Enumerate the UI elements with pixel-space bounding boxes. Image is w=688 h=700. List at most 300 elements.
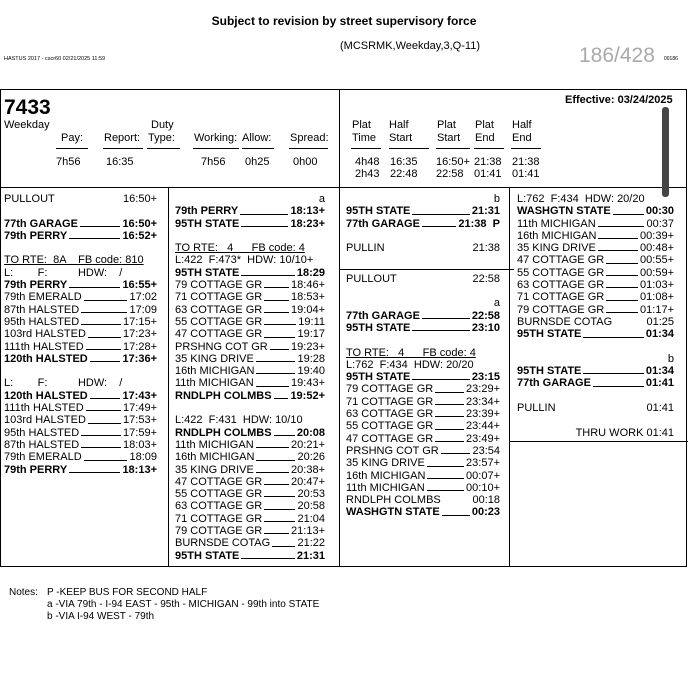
timepoint-row (4, 451, 157, 463)
working-label: Working: (194, 132, 238, 144)
timepoint-time: 01:34 (645, 365, 674, 378)
timepoint-row (175, 427, 325, 439)
half-end-2: 01:41 (512, 168, 540, 180)
timepoint-name: 77th GARAGE (346, 217, 420, 230)
blank-line (175, 230, 325, 242)
leader-line (606, 279, 638, 288)
notes-label: Notes: (9, 587, 38, 598)
col-divider-2 (339, 187, 340, 567)
timepoint-name: 47 COTTAGE GR (175, 328, 263, 341)
leader-line (84, 291, 128, 300)
plat-start-2: 22:58 (436, 168, 464, 180)
leader-line (241, 267, 294, 276)
timepoint-time: 23:44+ (466, 420, 500, 433)
leader-line (606, 267, 638, 276)
timepoint-time: 18:53+ (291, 291, 325, 304)
leader-line (387, 242, 471, 251)
timepoint-time: 19:28 (297, 352, 325, 365)
timepoint-row (346, 506, 500, 518)
timepoint-time: 21:38 P (458, 217, 500, 230)
leader-line (412, 205, 469, 214)
leader-line (81, 304, 127, 313)
timepoint-row (4, 193, 157, 205)
timepoint-row (517, 230, 674, 242)
blank-line (517, 341, 674, 353)
timepoint-row (175, 464, 325, 476)
timepoint-name: 111th HALSTED (4, 402, 84, 415)
timepoint-name: 79th EMERALD (4, 291, 82, 304)
timepoint-row (4, 464, 157, 476)
timepoint-row (4, 439, 157, 451)
timepoint-time: 19:17 (297, 328, 325, 341)
timepoint-name: RNDLPH COLMBS (346, 494, 441, 507)
timepoint-name: 63 COTTAGE GR (175, 500, 263, 513)
timepoint-row (346, 482, 500, 494)
leader-line (558, 402, 645, 411)
leader-line (264, 279, 289, 288)
timepoint-time: 21:13+ (291, 525, 325, 538)
duty-label-1: Duty (151, 119, 174, 131)
timepoint-time: 17:59+ (123, 426, 157, 439)
timepoint-time: 23:39+ (466, 408, 500, 421)
leader-line (606, 304, 638, 313)
leader-line (264, 304, 289, 313)
header-divider (339, 89, 340, 188)
timepoint-name: 87th HALSTED (4, 303, 80, 316)
timepoint-time: 16:52+ (122, 229, 157, 242)
timepoint-time: 01:17+ (640, 303, 674, 316)
blank-line (517, 390, 674, 402)
leader-line (399, 273, 471, 282)
schedule-column-3 (346, 193, 500, 519)
timepoint-row (517, 365, 674, 377)
blank-line (175, 402, 325, 414)
timepoint-name: 95th HALSTED (4, 315, 80, 328)
leader-line (274, 427, 295, 436)
timepoint-name: 16th MICHIGAN (346, 469, 426, 482)
timepoint-time: 18:03+ (123, 438, 157, 451)
leader-line (427, 482, 464, 491)
route-header: TO RTE: 4 FB code: 4 (175, 242, 305, 255)
timepoint-row (4, 427, 157, 439)
route-header: TO RTE: 4 FB code: 4 (346, 346, 476, 359)
timepoint-time: 20:53 (297, 488, 325, 501)
timepoint-name: 11th MICHIGAN (175, 377, 254, 390)
leader-line (606, 254, 638, 263)
timepoint-name: 16th MICHIGAN (175, 365, 255, 378)
spread-value: 0h00 (293, 156, 318, 168)
plat-time-label-2: Time (352, 132, 377, 144)
timepoint-time: 00:18 (472, 494, 500, 507)
leader-line (86, 341, 121, 350)
timepoint-row (175, 341, 325, 353)
leader-line (441, 445, 471, 454)
leader-line (435, 408, 464, 417)
timepoint-time: 19:04+ (291, 303, 325, 316)
timepoint-row (517, 267, 674, 279)
timepoint-row (346, 371, 500, 383)
timepoint-name: RNDLPH COLMBS (175, 389, 272, 402)
leader-line (241, 218, 288, 227)
leader-line (256, 451, 295, 460)
trip-marker: b (667, 352, 674, 365)
timepoint-name: 79 COTTAGE GR (175, 525, 263, 538)
timepoint-name: 95TH STATE (346, 371, 411, 384)
scrollbar-thumb[interactable] (662, 107, 669, 197)
leader-line (256, 439, 289, 448)
leader-line (86, 402, 121, 411)
leader-line (264, 316, 296, 325)
col-divider-3 (509, 187, 510, 567)
leader-line (422, 310, 470, 319)
timepoint-row (517, 304, 674, 316)
trip-marker: THRU WORK 01:41 (575, 426, 674, 439)
timepoint-time: 21:31 (471, 205, 500, 218)
timepoint-time: 19:11 (298, 315, 325, 328)
timepoint-row (175, 390, 325, 402)
report-value: 16:35 (106, 156, 134, 168)
trip-marker: b (493, 193, 500, 205)
timepoint-name: 79th PERRY (4, 229, 68, 242)
leader-line (256, 353, 296, 362)
leader-line (80, 218, 120, 227)
timepoint-time: 00:07+ (466, 469, 500, 482)
timepoint-row (517, 205, 674, 217)
timepoint-name: 79 COTTAGE GR (346, 383, 434, 396)
page-number-small: 00186 (664, 56, 678, 62)
timepoint-name: 47 COTTAGE GR (517, 254, 605, 267)
timepoint-row (175, 488, 325, 500)
section-separator (339, 269, 514, 270)
leader-line (256, 365, 295, 374)
leader-line (435, 420, 464, 429)
timepoint-time: 17:49+ (123, 402, 157, 415)
working-underline (193, 148, 239, 149)
leader-line (264, 291, 289, 300)
leader-line (274, 390, 289, 399)
timepoint-row (175, 279, 325, 291)
trip-marker: a (318, 193, 325, 205)
timepoint-row (346, 310, 500, 322)
leader-line (614, 316, 644, 325)
line-info: L:762 F:434 HDW: 20/20 (517, 193, 645, 205)
timepoint-name: 79th PERRY (175, 205, 239, 218)
timepoint-time: 17:43+ (122, 389, 157, 402)
timepoint-row (346, 242, 500, 254)
timepoint-time: 01:34 (645, 328, 674, 341)
timepoint-row (517, 328, 674, 340)
timepoint-name: 87th HALSTED (4, 438, 80, 451)
page-title: Subject to revision by street supervisory force (211, 14, 477, 28)
timepoint-time: 00:37 (646, 217, 674, 230)
half-start-underline (389, 148, 429, 149)
leader-line (57, 193, 121, 202)
route-header: TO RTE: 8A FB code: 810 (4, 254, 144, 267)
timepoint-row (346, 322, 500, 334)
leader-line (81, 439, 121, 448)
timepoint-name: 77th GARAGE (4, 217, 78, 230)
timepoint-name: 55 COTTAGE GR (175, 315, 263, 328)
timepoint-row (517, 279, 674, 291)
timepoint-time: 17:36+ (122, 352, 157, 365)
timepoint-name: 79th PERRY (4, 463, 68, 476)
timepoint-time: 16:55+ (122, 279, 157, 292)
leader-line (69, 230, 120, 239)
timepoint-time: 00:55+ (640, 254, 674, 267)
leader-line (598, 230, 638, 239)
timepoint-name: 16th MICHIGAN (175, 451, 255, 464)
blank-line (346, 230, 500, 242)
half-start-2: 22:48 (390, 168, 418, 180)
timepoint-name: 71 COTTAGE GR (517, 291, 605, 304)
blank-line (517, 414, 674, 426)
report-label: Report: (104, 132, 141, 144)
timepoint-time: 00:59+ (640, 266, 674, 279)
timepoint-time: 00:30 (645, 205, 674, 218)
leader-line (90, 390, 121, 399)
half-start-label-2: Start (389, 132, 413, 144)
timepoint-time: 20:38+ (291, 463, 325, 476)
timepoint-time: 16:50+ (122, 217, 157, 230)
leader-line (598, 242, 638, 251)
timepoint-row (4, 328, 157, 340)
blank-line (4, 365, 157, 377)
plat-start-label-1: Plat (437, 119, 456, 131)
timepoint-name: PRSHNG COT GR (346, 444, 439, 457)
note-b: b -VIA I-94 WEST - 79th (47, 611, 155, 622)
timepoint-row (4, 414, 157, 426)
pay-underline (56, 148, 88, 149)
half-start-label-1: Half (389, 119, 409, 131)
timepoint-name: 47 COTTAGE GR (175, 475, 263, 488)
timepoint-name: WASHGTN STATE (346, 506, 440, 519)
timepoint-time: 01:03+ (640, 279, 674, 292)
timepoint-row (517, 402, 674, 414)
timepoint-name: 63 COTTAGE GR (517, 279, 605, 292)
timepoint-time: 21:22 (297, 537, 325, 550)
leader-line (583, 328, 643, 337)
timepoint-time: 17:02 (129, 291, 157, 304)
leader-line (272, 537, 295, 546)
timepoint-row (4, 279, 157, 291)
effective-date: Effective: 03/24/2025 (565, 94, 673, 106)
timepoint-time: 23:34+ (466, 395, 500, 408)
timepoint-time: 17:53+ (123, 414, 157, 427)
leader-line (88, 414, 121, 423)
half-end-1: 21:38 (512, 156, 540, 168)
leader-line (84, 451, 128, 460)
timepoint-name: 35 KING DRIVE (346, 457, 425, 470)
leader-line (69, 464, 120, 473)
note-p: P -KEEP BUS FOR SECOND HALF (47, 587, 208, 598)
leader-line (240, 205, 288, 214)
timepoint-row (346, 205, 500, 217)
timepoint-time: 20:08 (296, 426, 325, 439)
plat-end-2: 01:41 (474, 168, 502, 180)
timepoint-row (175, 451, 325, 463)
timepoint-name: 47 COTTAGE GR (346, 432, 434, 445)
timepoint-row (4, 390, 157, 402)
timepoint-time: 17:28+ (123, 340, 157, 353)
timepoint-name: PRSHNG COT GR (175, 340, 268, 353)
timepoint-row (4, 341, 157, 353)
blank-line (346, 285, 500, 297)
timepoint-time: 19:43+ (291, 377, 325, 390)
timepoint-row (346, 420, 500, 432)
timepoint-time: 00:10+ (466, 481, 500, 494)
leader-line (606, 291, 638, 300)
leader-line (264, 525, 289, 534)
pay-label: Pay: (61, 132, 84, 144)
plat-time-1: 4h48 (355, 156, 380, 168)
allow-underline (242, 148, 274, 149)
timepoint-time: 22:58 (471, 309, 500, 322)
leader-line (90, 353, 121, 362)
leader-line (427, 470, 464, 479)
timepoint-name: 79th EMERALD (4, 451, 82, 464)
timepoint-row (175, 328, 325, 340)
timepoint-time: 19:23+ (291, 340, 325, 353)
timepoint-row (175, 513, 325, 525)
timepoint-time: 23:15 (471, 371, 500, 384)
timepoint-name: 95TH STATE (175, 266, 240, 279)
timepoint-name: BURNSDE COTAG (175, 537, 271, 550)
timepoint-row (346, 457, 500, 469)
timepoint-row (346, 273, 500, 285)
plat-time-label-1: Plat (352, 119, 371, 131)
timepoint-row (4, 316, 157, 328)
timepoint-time: 01:41 (645, 377, 674, 390)
timepoint-time: 01:41 (646, 402, 674, 415)
blank-line (4, 205, 157, 217)
timepoint-time: 21:04 (297, 512, 325, 525)
timepoint-row (4, 291, 157, 303)
timepoint-time: 01:08+ (640, 291, 674, 304)
leader-line (598, 218, 645, 227)
half-start-1: 16:35 (390, 156, 418, 168)
timepoint-time: 20:47+ (291, 475, 325, 488)
report-underline (103, 148, 143, 149)
leader-line (412, 371, 469, 380)
leader-line (264, 500, 295, 509)
timepoint-name: 35 KING DRIVE (517, 242, 596, 255)
leader-line (88, 328, 121, 337)
timepoint-time: 18:09 (129, 451, 157, 464)
leader-line (435, 396, 464, 405)
timepoint-time: 19:40 (297, 365, 325, 378)
timepoint-name: 95TH STATE (517, 365, 582, 378)
leader-line (442, 506, 470, 515)
timepoint-name: 95TH STATE (517, 328, 582, 341)
timepoint-time: 00:39+ (640, 229, 674, 242)
plat-start-1: 16:50+ (436, 156, 470, 168)
schedule-subtitle: (MCSRMK,Weekday,3,Q-11) (340, 40, 480, 52)
leader-line (264, 476, 289, 485)
plat-end-underline (474, 148, 504, 149)
plat-time-2: 2h43 (355, 168, 380, 180)
timepoint-row (4, 218, 157, 230)
timepoint-row (175, 218, 325, 230)
trip-marker: a (493, 297, 500, 310)
allow-value: 0h25 (245, 156, 270, 168)
timepoint-name: 35 KING DRIVE (175, 463, 254, 476)
timepoint-row (4, 304, 157, 316)
timepoint-time: 18:46+ (291, 279, 325, 292)
timepoint-row (175, 205, 325, 217)
timepoint-name: 71 COTTAGE GR (175, 512, 263, 525)
timepoint-time: 23:54 (472, 444, 500, 457)
half-end-label-2: End (512, 132, 532, 144)
schedule-column-2 (175, 193, 325, 562)
timepoint-name: 55 COTTAGE GR (175, 488, 263, 501)
leader-line (613, 205, 644, 214)
timepoint-row (346, 470, 500, 482)
schedule-column-4 (517, 193, 674, 445)
timepoint-time: 00:48+ (640, 242, 674, 255)
timepoint-row (4, 402, 157, 414)
line-info: L: F: HDW: / (4, 377, 123, 390)
timepoint-name: 79 COTTAGE GR (175, 279, 263, 292)
plat-end-1: 21:38 (474, 156, 502, 168)
line-info: L: F: HDW: / (4, 266, 123, 279)
timepoint-row (346, 218, 500, 230)
timepoint-name: PULLOUT (346, 272, 397, 285)
leader-line (264, 513, 295, 522)
timepoint-name: 35 KING DRIVE (175, 352, 254, 365)
hastus-stamp: HASTUS 2017 - cscr60 02/21/2025 11:59 (4, 56, 106, 62)
timepoint-row (346, 396, 500, 408)
day-type: Weekday (4, 119, 50, 131)
timepoint-row (175, 304, 325, 316)
timepoint-name: 103rd HALSTED (4, 328, 86, 341)
timepoint-time: 18:29 (296, 266, 325, 279)
timepoint-row (175, 500, 325, 512)
leader-line (435, 433, 464, 442)
plat-end-label-1: Plat (475, 119, 494, 131)
timepoint-time: 17:15+ (123, 315, 157, 328)
leader-line (256, 464, 289, 473)
allow-label: Allow: (242, 132, 272, 144)
timepoint-name: 55 COTTAGE GR (517, 266, 605, 279)
timepoint-name: 77th GARAGE (346, 309, 420, 322)
pay-value: 7h56 (56, 156, 81, 168)
duty-label-2: Type: (148, 132, 175, 144)
plat-end-label-2: End (475, 132, 495, 144)
timepoint-name: 95TH STATE (175, 549, 240, 562)
half-end-label-1: Half (512, 119, 532, 131)
timepoint-name: PULLOUT (4, 193, 55, 205)
timepoint-name: 71 COTTAGE GR (346, 395, 434, 408)
blank-line (4, 242, 157, 254)
timepoint-time: 17:23+ (123, 328, 157, 341)
timepoint-name: 95TH STATE (346, 205, 411, 218)
leader-line (427, 457, 464, 466)
plat-time-underline (351, 148, 381, 149)
leader-line (256, 377, 289, 386)
timepoint-row (517, 291, 674, 303)
timepoint-row (346, 433, 500, 445)
section-separator (510, 441, 688, 442)
timepoint-time: 18:13+ (290, 205, 325, 218)
timepoint-row (346, 494, 500, 506)
leader-line (422, 218, 456, 227)
timepoint-name: 120th HALSTED (4, 389, 88, 402)
timepoint-time: 16:50+ (123, 193, 157, 205)
working-value: 7h56 (201, 156, 226, 168)
timepoint-name: 71 COTTAGE GR (175, 291, 263, 304)
schedule-column-1 (4, 193, 157, 476)
timepoint-name: 111th HALSTED (4, 340, 84, 353)
